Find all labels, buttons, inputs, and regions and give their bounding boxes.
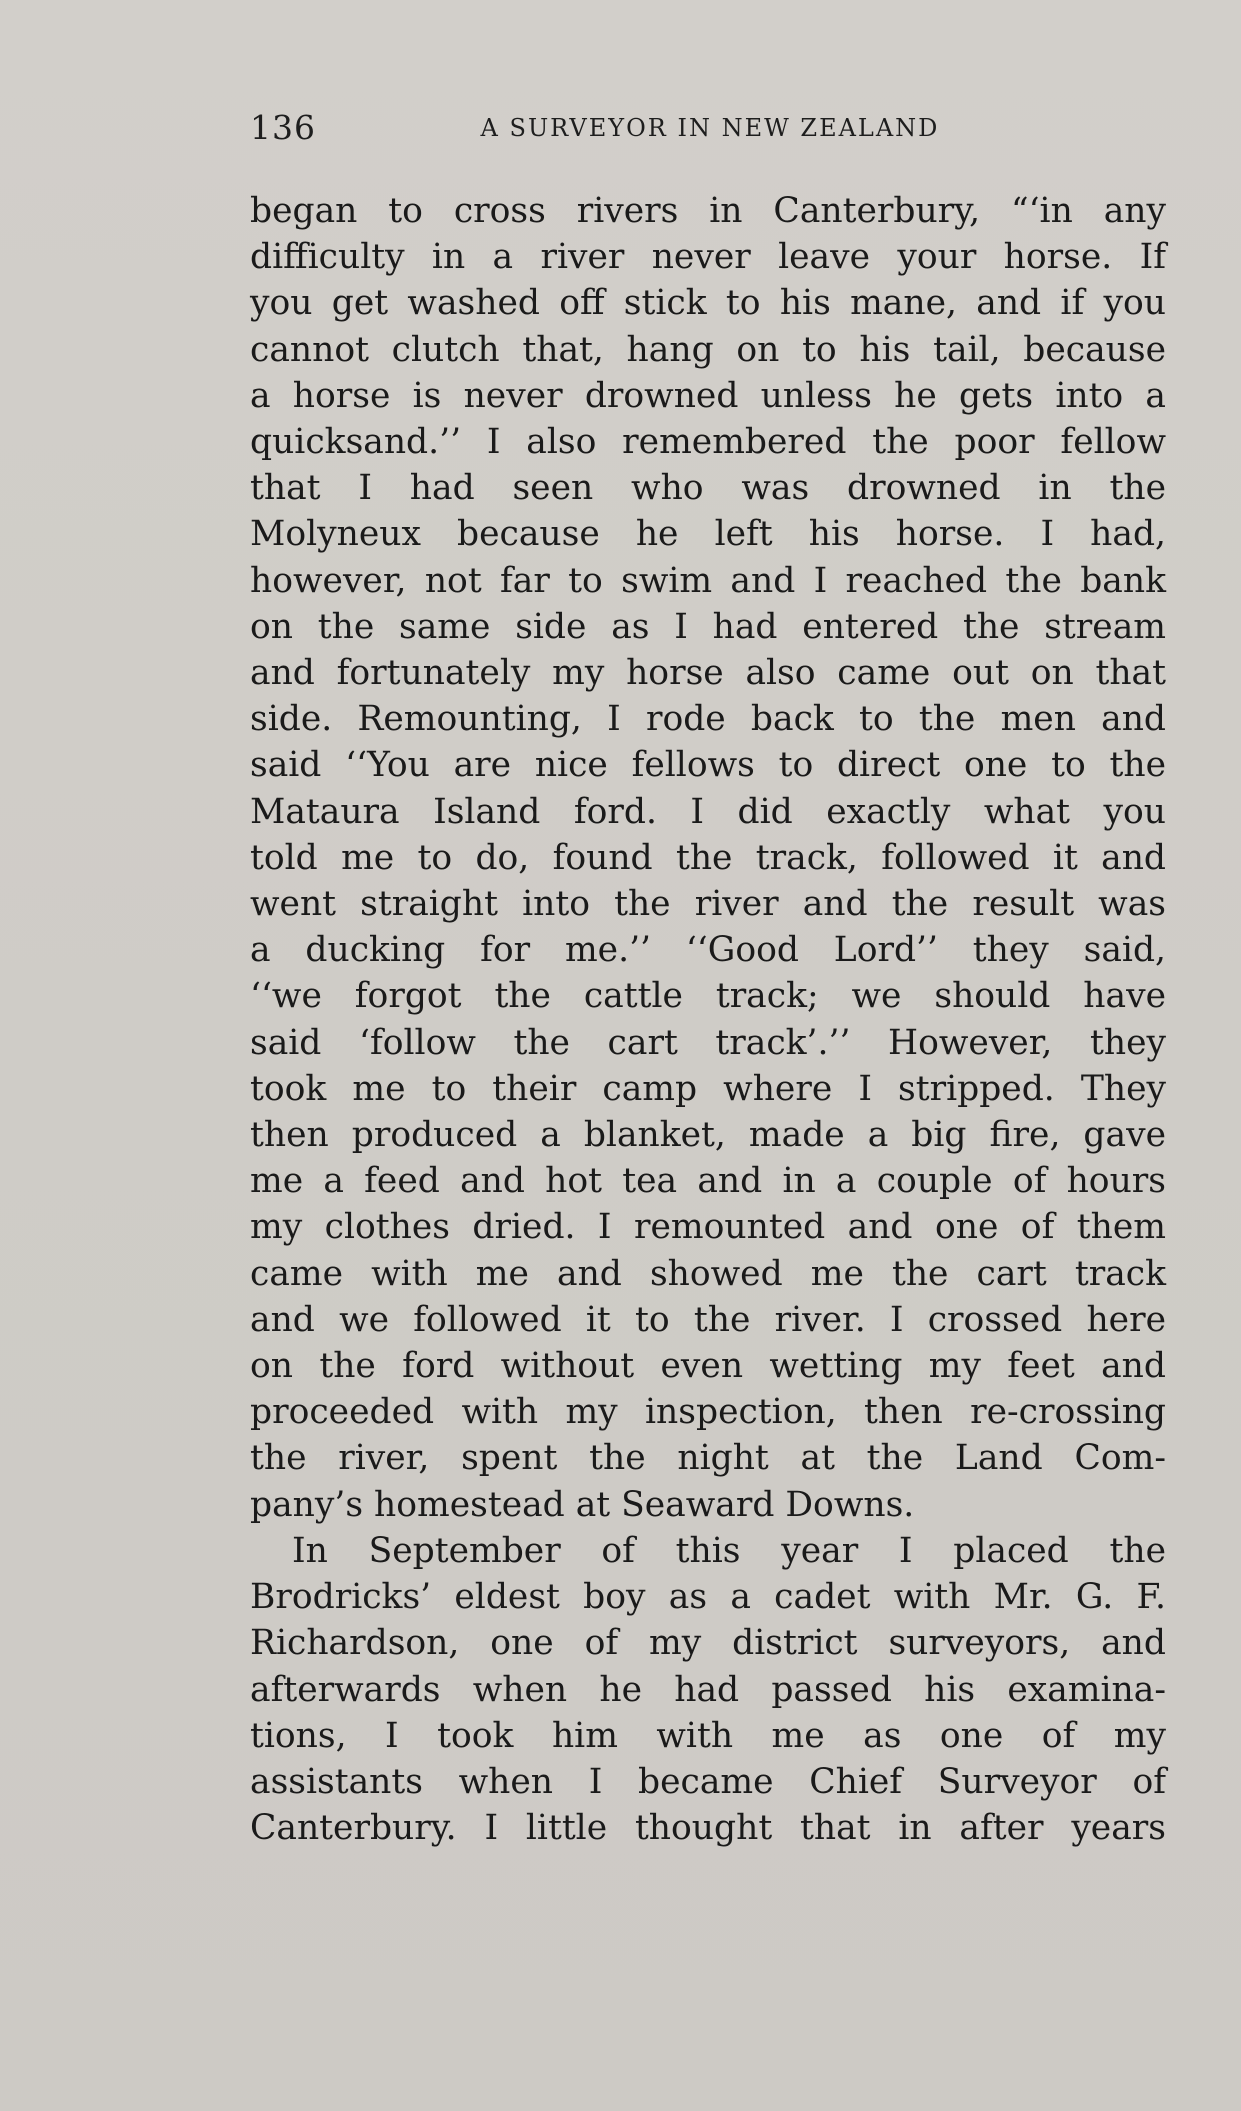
text-line: proceeded with my inspection, then re-crossing [250, 1392, 1166, 1433]
text-line: began to cross rivers in Canterbury, “‘in any [250, 191, 1166, 231]
text-line: on the same side as I had entered the stream [250, 606, 1166, 647]
text-line: Richardson, one of my district surveyors, and [250, 1623, 1166, 1664]
paragraph-first-line: In September of this year I placed the [292, 1530, 1166, 1571]
text-line: took me to their camp where I stripped. They [250, 1068, 1166, 1109]
text-line: a horse is never drowned unless he gets into a [250, 375, 1166, 416]
text-line: Mataura Island ford. I did exactly what you [250, 791, 1166, 832]
text-line: pany’s homestead at Seaward Downs. [250, 1484, 915, 1525]
text-line: told me to do, found the track, followed it and [250, 837, 1166, 878]
text-line: you get washed off stick to his mane, and if you [250, 283, 1166, 324]
text-line: ‘‘we forgot the cattle track; we should have [250, 976, 1166, 1017]
page-header [250, 108, 1170, 154]
text-line: Canterbury. I little thought that in after years [250, 1808, 1166, 1849]
text-line: however, not far to swim and I reached the bank [250, 560, 1166, 601]
page-number: 136 [250, 108, 316, 147]
text-line: and fortunately my horse also came out on that [250, 653, 1166, 694]
text-line: said ‘‘You are nice fellows to direct one to the [250, 745, 1166, 786]
text-line: Brodricks’ eldest boy as a cadet with Mr. G. F. [250, 1577, 1166, 1618]
text-line: the river, spent the night at the Land Com- [250, 1438, 1166, 1479]
text-line: said ‘follow the cart track’.’’ However, they [250, 1022, 1166, 1063]
text-line: and we followed it to the river. I crossed here [250, 1299, 1166, 1340]
text-line: difficulty in a river never leave your horse. If [250, 237, 1166, 278]
text-line: a ducking for me.’’ ‘‘Good Lord’’ they said, [250, 930, 1166, 971]
text-line: that I had seen who was drowned in the [250, 468, 1166, 509]
text-line: then produced a blanket, made a big fire, gave [250, 1115, 1166, 1156]
text-line: afterwards when he had passed his examina- [250, 1669, 1166, 1710]
text-line: cannot clutch that, hang on to his tail, because [250, 329, 1166, 370]
text-line: side. Remounting, I rode back to the men and [250, 699, 1166, 740]
text-line: came with me and showed me the cart track [250, 1253, 1166, 1294]
running-head: A SURVEYOR IN NEW ZEALAND [480, 114, 940, 142]
text-line: quicksand.’’ I also remembered the poor fellow [250, 422, 1166, 463]
text-line: assistants when I became Chief Surveyor of [250, 1761, 1166, 1802]
text-line: Molyneux because he left his horse. I had, [250, 514, 1166, 555]
text-line: on the ford without even wetting my feet and [250, 1346, 1166, 1387]
text-line: went straight into the river and the result was [250, 884, 1166, 925]
body-text [250, 188, 1166, 1851]
text-line: my clothes dried. I remounted and one of them [250, 1207, 1166, 1248]
text-line: me a feed and hot tea and in a couple of hours [250, 1161, 1166, 1202]
text-line: tions, I took him with me as one of my [250, 1715, 1166, 1756]
